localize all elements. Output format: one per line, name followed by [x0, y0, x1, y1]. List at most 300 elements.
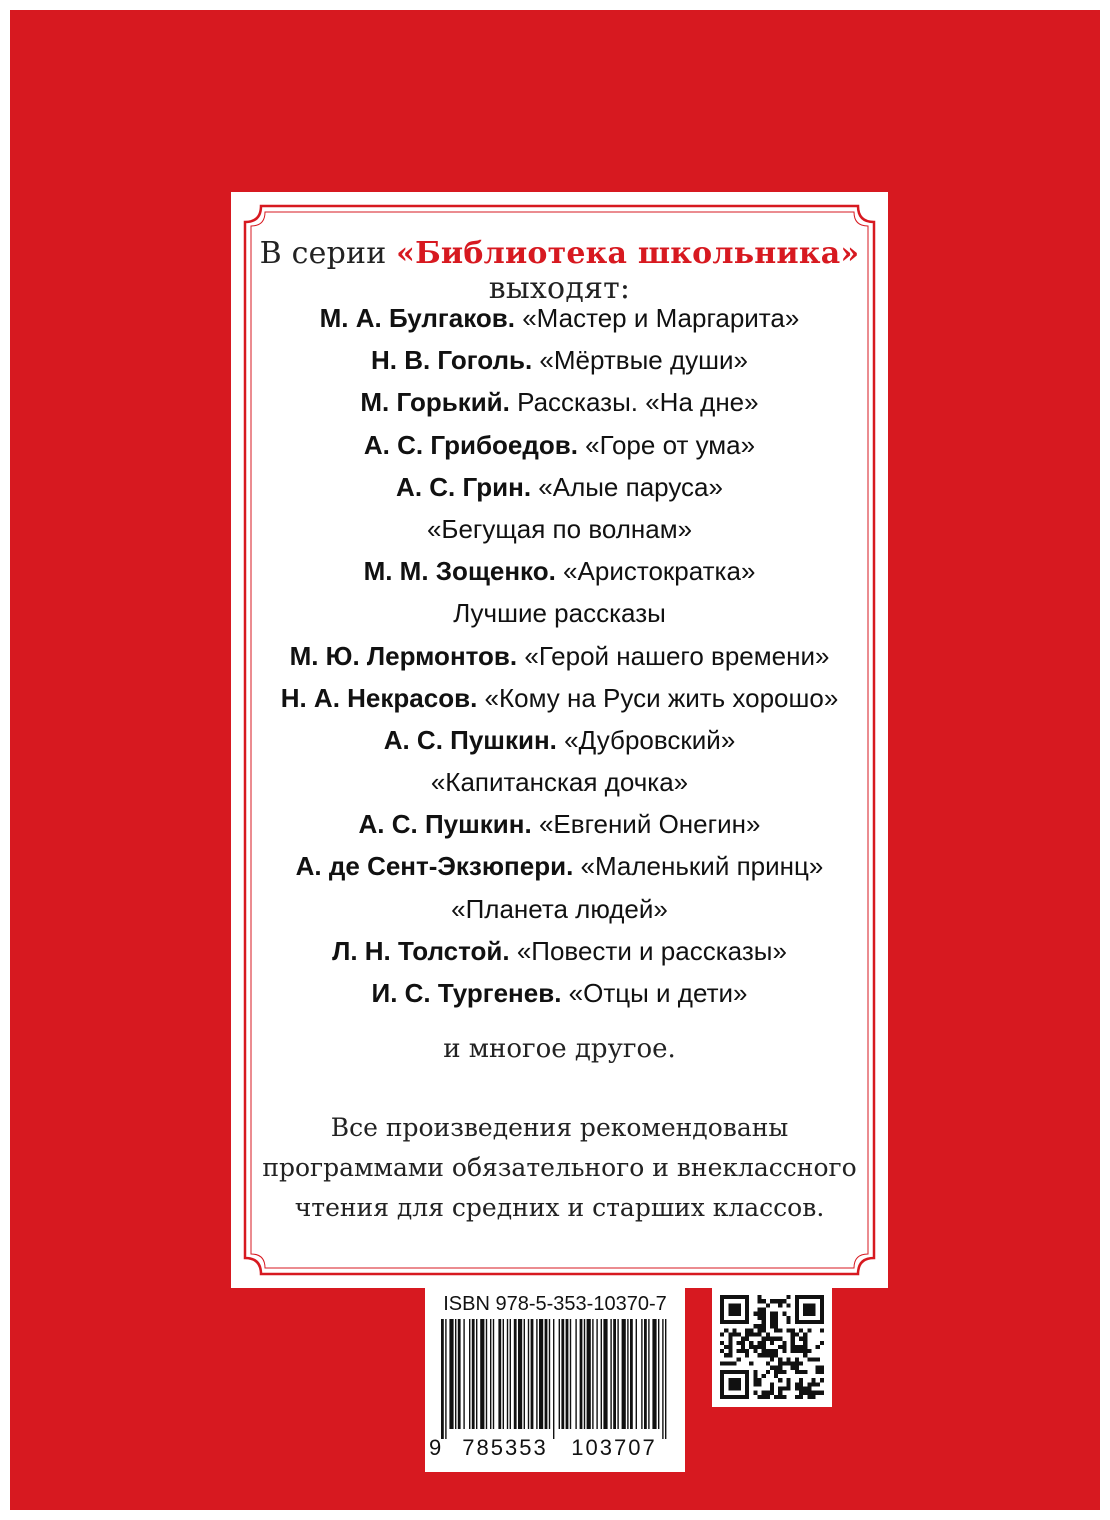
- barcode-bar: [518, 1319, 522, 1429]
- qr-module: [770, 1387, 774, 1391]
- qr-module: [728, 1307, 732, 1311]
- qr-module: [745, 1370, 749, 1374]
- qr-module: [749, 1332, 753, 1336]
- qr-module: [799, 1395, 803, 1399]
- qr-module: [762, 1316, 766, 1320]
- qr-module: [762, 1395, 766, 1399]
- qr-module: [757, 1324, 761, 1328]
- qr-module: [737, 1395, 741, 1399]
- barcode-bar: [490, 1319, 491, 1429]
- qr-module: [728, 1295, 732, 1299]
- qr-module: [791, 1366, 795, 1370]
- qr-module: [770, 1357, 774, 1361]
- qr-module: [753, 1312, 757, 1316]
- qr-module: [745, 1337, 749, 1341]
- qr-module: [770, 1337, 774, 1341]
- barcode-bar: [617, 1319, 618, 1429]
- barcode-bar: [630, 1319, 633, 1429]
- barcode-bar: [553, 1319, 554, 1439]
- qr-module: [762, 1337, 766, 1341]
- qr-module: [778, 1378, 782, 1382]
- qr-module: [820, 1295, 824, 1299]
- barcode-bar: [648, 1319, 649, 1429]
- qr-module: [820, 1307, 824, 1311]
- qr-module: [757, 1341, 761, 1345]
- qr-module: [745, 1312, 749, 1316]
- qr-module: [803, 1320, 807, 1324]
- qr-module: [720, 1382, 724, 1386]
- qr-module: [807, 1387, 811, 1391]
- barcode-digit-first: 9: [429, 1435, 442, 1460]
- qr-module: [816, 1391, 820, 1395]
- qr-module: [782, 1345, 786, 1349]
- book-line: [247, 845, 872, 887]
- qr-module: [807, 1391, 811, 1395]
- book-title: Лучшие рассказы: [453, 598, 666, 629]
- barcode-bar: [622, 1319, 626, 1429]
- qr-module: [820, 1366, 824, 1370]
- barcode-digits: [427, 1435, 683, 1463]
- qr-module: [720, 1370, 724, 1374]
- qr-module: [762, 1391, 766, 1395]
- book-line: [247, 508, 872, 550]
- qr-module: [799, 1320, 803, 1324]
- qr-module: [741, 1337, 745, 1341]
- qr-module: [803, 1341, 807, 1345]
- barcode-bar: [486, 1319, 487, 1429]
- qr-module: [728, 1341, 732, 1345]
- qr-module: [745, 1316, 749, 1320]
- book-title: «Дубровский»: [556, 724, 736, 755]
- qr-module: [770, 1320, 774, 1324]
- qr-module: [816, 1382, 820, 1386]
- qr-module: [803, 1307, 807, 1311]
- barcode-bar: [463, 1319, 464, 1429]
- book-title: «Отцы и дети»: [561, 978, 748, 1008]
- qr-module: [728, 1395, 732, 1399]
- qr-module: [720, 1295, 724, 1299]
- qr-module: [745, 1332, 749, 1336]
- book-title: «Повести и рассказы»: [509, 935, 787, 966]
- book-title: Рассказы. «На дне»: [509, 387, 759, 418]
- book-line: [247, 635, 872, 677]
- qr-module: [720, 1387, 724, 1391]
- book-line: [247, 972, 872, 1014]
- series-list-panel: [247, 192, 872, 1288]
- qr-module: [770, 1366, 774, 1370]
- qr-module: [774, 1299, 778, 1303]
- qr-module: [795, 1303, 799, 1307]
- qr-module: [782, 1341, 786, 1345]
- qr-module: [799, 1295, 803, 1299]
- barcode-bar: [503, 1319, 504, 1429]
- isbn-barcode: [425, 1287, 685, 1472]
- qr-module: [737, 1307, 741, 1311]
- book-title: «Герой нашего времени»: [517, 640, 830, 671]
- book-author: А. де Сент-Экзюпери.: [295, 851, 574, 882]
- qr-module: [741, 1370, 745, 1374]
- qr-module: [791, 1349, 795, 1353]
- qr-module: [745, 1395, 749, 1399]
- qr-module: [774, 1324, 778, 1328]
- barcode-digits-left: 785353: [462, 1435, 548, 1460]
- barcode-bar: [587, 1319, 591, 1429]
- qr-module: [778, 1387, 782, 1391]
- qr-module: [812, 1382, 816, 1386]
- qr-module: [774, 1316, 778, 1320]
- qr-module: [745, 1353, 749, 1357]
- qr-module: [820, 1303, 824, 1307]
- intro-suffix: выходят:: [488, 271, 631, 306]
- qr-module: [732, 1320, 736, 1324]
- qr-module: [787, 1316, 791, 1320]
- qr-module: [807, 1382, 811, 1386]
- qr-module: [782, 1299, 786, 1303]
- qr-module: [732, 1295, 736, 1299]
- qr-module: [791, 1345, 795, 1349]
- qr-module: [762, 1299, 766, 1303]
- qr-module: [728, 1312, 732, 1316]
- qr-module: [795, 1357, 799, 1361]
- qr-module: [795, 1345, 799, 1349]
- qr-module: [795, 1307, 799, 1311]
- qr-module: [812, 1395, 816, 1399]
- qr-module: [766, 1303, 770, 1307]
- qr-module: [803, 1295, 807, 1299]
- book-back-cover: [10, 10, 1100, 1510]
- qr-module: [724, 1353, 728, 1357]
- qr-module: [770, 1391, 774, 1395]
- qr-module: [787, 1295, 791, 1299]
- book-author: А. С. Пушкин.: [383, 724, 557, 755]
- qr-module: [753, 1378, 757, 1382]
- book-title: «Планета людей»: [451, 893, 668, 924]
- qr-module: [737, 1320, 741, 1324]
- qr-module: [762, 1328, 766, 1332]
- qr-module: [762, 1349, 766, 1353]
- qr-module: [720, 1395, 724, 1399]
- barcode-bar: [584, 1319, 585, 1429]
- qr-module: [766, 1370, 770, 1374]
- qr-module: [782, 1362, 786, 1366]
- qr-module: [741, 1395, 745, 1399]
- qr-module: [791, 1332, 795, 1336]
- qr-module: [724, 1345, 728, 1349]
- qr-module: [795, 1320, 799, 1324]
- qr-module: [803, 1345, 807, 1349]
- qr-module: [795, 1349, 799, 1353]
- qr-module: [778, 1395, 782, 1399]
- barcode-bar: [627, 1319, 628, 1429]
- qr-module: [728, 1370, 732, 1374]
- qr-module: [757, 1299, 761, 1303]
- barcode-bar: [536, 1319, 537, 1429]
- qr-module: [737, 1370, 741, 1374]
- barcode-bar: [658, 1319, 659, 1429]
- qr-module: [766, 1395, 770, 1399]
- qr-module: [757, 1345, 761, 1349]
- book-author: Л. Н. Толстой.: [332, 935, 510, 966]
- qr-module: [732, 1370, 736, 1374]
- qr-module: [787, 1320, 791, 1324]
- and-more-text: и многое другое.: [443, 1034, 676, 1064]
- qr-module: [820, 1328, 824, 1332]
- barcode-bar: [455, 1319, 456, 1429]
- qr-module: [795, 1366, 799, 1370]
- qr-module: [728, 1353, 732, 1357]
- qr-module: [720, 1341, 724, 1345]
- barcode-bar: [480, 1319, 484, 1429]
- barcode-bar: [662, 1319, 663, 1439]
- qr-module: [795, 1332, 799, 1336]
- book-author: М. Горький.: [360, 387, 510, 418]
- qr-module: [795, 1382, 799, 1386]
- qr-module: [770, 1349, 774, 1353]
- qr-module: [807, 1395, 811, 1399]
- qr-module: [803, 1353, 807, 1357]
- qr-module: [820, 1391, 824, 1395]
- barcode-bar: [592, 1319, 593, 1429]
- qr-module: [745, 1374, 749, 1378]
- qr-module: [745, 1378, 749, 1382]
- qr-module: [787, 1362, 791, 1366]
- qr-module: [745, 1349, 749, 1353]
- series-name: «Библиотека школьника»: [396, 236, 860, 271]
- qr-module: [816, 1345, 820, 1349]
- barcode-bar: [596, 1319, 597, 1429]
- qr-module: [766, 1391, 770, 1395]
- barcode-bar: [441, 1319, 444, 1439]
- qr-module: [753, 1391, 757, 1395]
- qr-module: [757, 1316, 761, 1320]
- qr-module: [732, 1312, 736, 1316]
- qr-module: [724, 1320, 728, 1324]
- qr-module: [720, 1349, 724, 1353]
- qr-module: [820, 1378, 824, 1382]
- qr-module: [766, 1353, 770, 1357]
- qr-module: [745, 1320, 749, 1324]
- barcode-bar: [545, 1319, 548, 1429]
- barcode-bar: [445, 1319, 446, 1439]
- qr-module: [803, 1337, 807, 1341]
- barcode-bar: [469, 1319, 470, 1429]
- qr-module: [807, 1357, 811, 1361]
- book-line: [247, 339, 872, 381]
- barcode-bar: [570, 1319, 571, 1429]
- qr-module: [728, 1332, 732, 1336]
- qr-module: [766, 1332, 770, 1336]
- qr-module: [737, 1382, 741, 1386]
- qr-module: [757, 1312, 761, 1316]
- qr-module: [724, 1295, 728, 1299]
- intro-prefix: В серии: [259, 236, 397, 271]
- qr-module: [762, 1320, 766, 1324]
- qr-module: [803, 1303, 807, 1307]
- barcode-bar: [601, 1319, 602, 1429]
- qr-code: [712, 1287, 832, 1407]
- barcode-bar: [610, 1319, 611, 1429]
- qr-module: [732, 1387, 736, 1391]
- qr-module: [820, 1370, 824, 1374]
- book-title: «Бегущая по волнам»: [426, 513, 693, 544]
- book-title: «Горе от ума»: [577, 429, 756, 460]
- qr-module: [807, 1307, 811, 1311]
- qr-module: [770, 1324, 774, 1328]
- qr-module: [774, 1312, 778, 1316]
- qr-module: [770, 1316, 774, 1320]
- barcode-bar: [559, 1319, 560, 1429]
- book-title: «Мастер и Маргарита»: [514, 303, 800, 333]
- qr-module: [795, 1295, 799, 1299]
- qr-module: [778, 1337, 782, 1341]
- qr-module: [778, 1370, 782, 1374]
- qr-module: [820, 1341, 824, 1345]
- qr-module: [799, 1337, 803, 1341]
- barcode-bar: [613, 1319, 616, 1429]
- book-title: «Аристократка»: [555, 556, 756, 587]
- qr-module: [728, 1337, 732, 1341]
- note-line: программами обязательного и внеклассного: [262, 1153, 857, 1182]
- qr-module: [762, 1324, 766, 1328]
- qr-module: [782, 1387, 786, 1391]
- qr-module: [728, 1303, 732, 1307]
- qr-module: [757, 1382, 761, 1386]
- qr-module: [737, 1357, 741, 1361]
- book-line: [247, 592, 872, 634]
- book-line: [247, 381, 872, 423]
- qr-module: [795, 1387, 799, 1391]
- book-line: [247, 297, 872, 339]
- book-author: И. С. Тургенев.: [371, 978, 562, 1008]
- barcode-bar: [636, 1319, 637, 1429]
- qr-module: [770, 1312, 774, 1316]
- qr-module: [749, 1345, 753, 1349]
- barcode-bar: [539, 1319, 543, 1429]
- book-author: Н. В. Гоголь.: [370, 345, 533, 376]
- qr-module: [745, 1295, 749, 1299]
- book-title: «Капитанская дочка»: [430, 767, 689, 798]
- qr-module: [795, 1299, 799, 1303]
- qr-module: [820, 1312, 824, 1316]
- qr-module: [799, 1378, 803, 1382]
- qr-module: [778, 1362, 782, 1366]
- qr-module: [737, 1387, 741, 1391]
- qr-module: [762, 1374, 766, 1378]
- qr-module: [803, 1349, 807, 1353]
- barcode-bar: [507, 1319, 508, 1429]
- qr-module: [745, 1391, 749, 1395]
- qr-module: [737, 1349, 741, 1353]
- qr-module: [720, 1312, 724, 1316]
- qr-module: [741, 1320, 745, 1324]
- qr-module: [732, 1395, 736, 1399]
- qr-module: [732, 1382, 736, 1386]
- qr-module: [820, 1299, 824, 1303]
- qr-module: [807, 1349, 811, 1353]
- qr-module: [753, 1324, 757, 1328]
- ornamental-frame: [231, 192, 888, 1288]
- qr-module: [799, 1387, 803, 1391]
- barcode-bar: [524, 1319, 525, 1429]
- qr-module: [807, 1303, 811, 1307]
- barcode-bar: [510, 1319, 511, 1429]
- qr-module: [795, 1312, 799, 1316]
- barcode-bar: [575, 1319, 576, 1429]
- qr-module: [753, 1370, 757, 1374]
- qr-module: [757, 1328, 761, 1332]
- qr-module: [778, 1303, 782, 1307]
- qr-module: [732, 1362, 736, 1366]
- qr-module: [728, 1362, 732, 1366]
- qr-module: [812, 1378, 816, 1382]
- qr-module: [774, 1320, 778, 1324]
- qr-module: [753, 1374, 757, 1378]
- qr-module: [799, 1391, 803, 1395]
- book-author: М. М. Зощенко.: [363, 556, 556, 587]
- qr-module: [724, 1395, 728, 1399]
- qr-module: [745, 1382, 749, 1386]
- qr-module: [737, 1303, 741, 1307]
- qr-module: [749, 1328, 753, 1332]
- qr-module: [762, 1345, 766, 1349]
- qr-module: [745, 1387, 749, 1391]
- barcode-bar: [476, 1319, 477, 1429]
- barcode-bar: [549, 1319, 550, 1429]
- qr-module: [757, 1307, 761, 1311]
- qr-module: [774, 1374, 778, 1378]
- qr-module: [728, 1378, 732, 1382]
- qr-module: [720, 1362, 724, 1366]
- qr-module: [820, 1316, 824, 1320]
- book-author: Н. А. Некрасов.: [280, 682, 478, 713]
- qr-module: [774, 1349, 778, 1353]
- barcode-bar: [472, 1319, 475, 1429]
- qr-module: [732, 1303, 736, 1307]
- qr-module: [816, 1295, 820, 1299]
- barcode-digits-right: 103707: [571, 1435, 657, 1460]
- qr-module: [766, 1362, 770, 1366]
- barcode-bar: [603, 1319, 607, 1429]
- book-title: «Мёртвые души»: [532, 345, 748, 376]
- book-line: [247, 550, 872, 592]
- qr-module: [787, 1357, 791, 1361]
- qr-module: [799, 1382, 803, 1386]
- barcode-bar: [580, 1319, 583, 1429]
- qr-module: [720, 1391, 724, 1395]
- book-title: «Алые паруса»: [531, 471, 723, 502]
- barcode-bar: [566, 1319, 569, 1429]
- qr-module: [812, 1312, 816, 1316]
- qr-module: [724, 1370, 728, 1374]
- book-line: [247, 424, 872, 466]
- qr-module: [782, 1395, 786, 1399]
- qr-module: [812, 1295, 816, 1299]
- barcode-bar: [652, 1319, 656, 1429]
- qr-module: [757, 1378, 761, 1382]
- qr-module: [812, 1320, 816, 1324]
- qr-module: [728, 1382, 732, 1386]
- book-author: А. С. Грибоедов.: [363, 429, 578, 460]
- qr-module: [782, 1312, 786, 1316]
- book-list: [247, 297, 872, 1014]
- recommendation-note: [247, 1108, 872, 1228]
- qr-module: [757, 1295, 761, 1299]
- qr-module: [774, 1366, 778, 1370]
- barcode-bar: [449, 1319, 453, 1429]
- qr-module: [799, 1349, 803, 1353]
- qr-module: [753, 1349, 757, 1353]
- barcode-bar: [514, 1319, 517, 1429]
